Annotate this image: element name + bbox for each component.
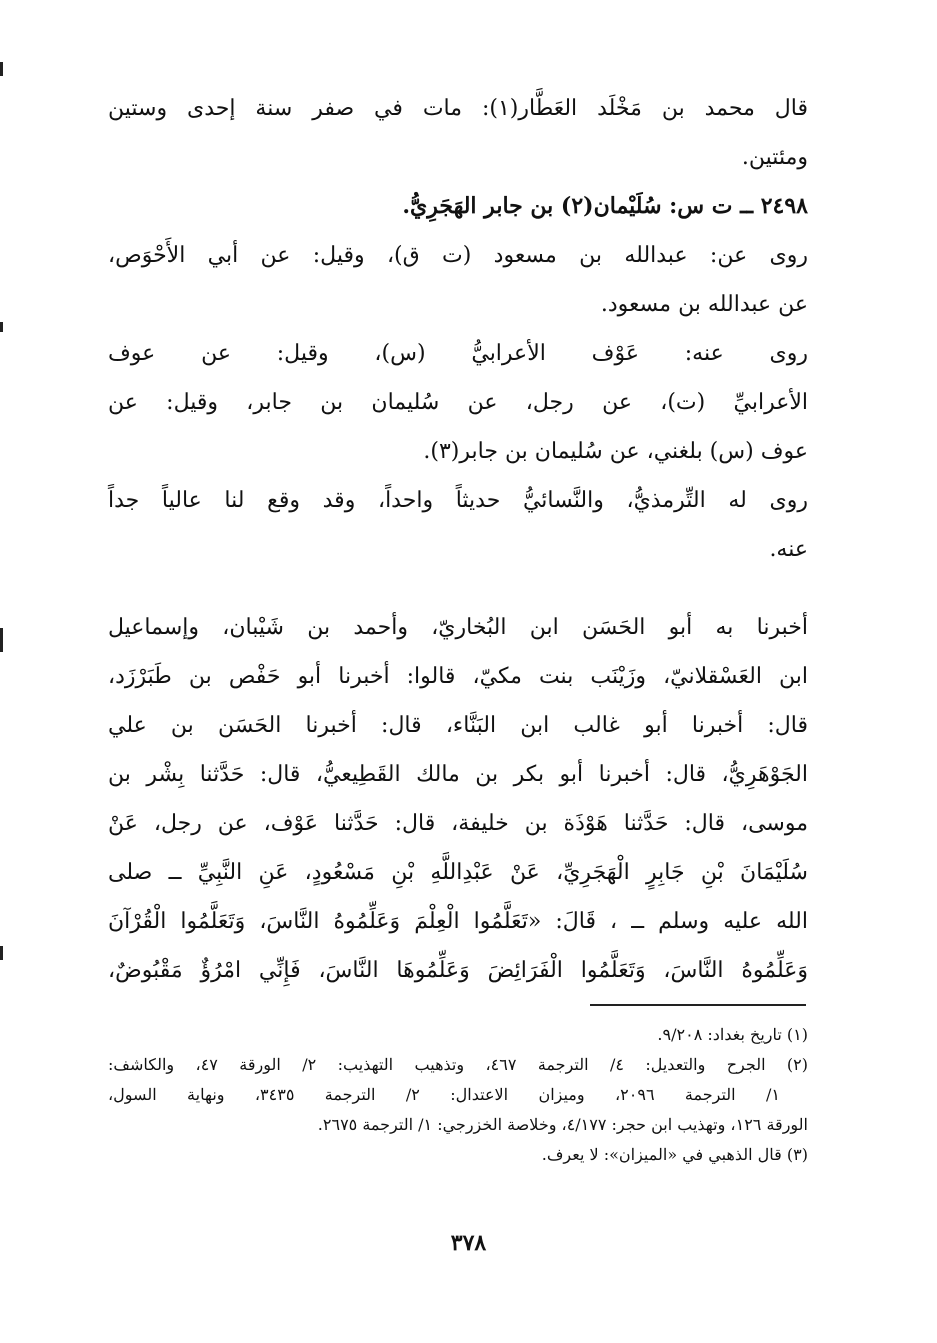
text-line: أخبرنا به أبو الحَسَن ابن البُخاريّ، وأحمد بن شَيْبان، وإسماعيل [108,615,808,640]
text-line: روى عنه: عَوْف الأعرابيُّ (س)، وقيل: عن عوف [108,341,808,366]
text-line: ابن العَسْقلانيّ، وزَيْنَب بنت مكيّ، قالوا: أخبرنا أبو حَفْص بن طَبَرْزَد، [108,664,808,689]
footnotes [108,1020,808,1170]
footnote-line: (٣) قال الذهبي في «الميزان»: لا يعرف. [541,1145,808,1164]
page-number: ٣٧٨ [450,1230,487,1256]
footnote-line: (٢) الجرح والتعديل: ٤/ الترجمة ٤٦٧، وتذهيب التهذيب: ٢/ الورقة ٤٧، والكاشف: [108,1055,809,1074]
hadith-line: الله عليه وسلم ــ ، قَالَ: «تَعَلَّمُوا الْعِلْمَ وَعَلِّمُوهُ النَّاسَ، وَتَعَلَّمُوا الْقُرْآنَ [108,909,808,934]
text-line: ومئتين. [741,145,808,170]
paragraph-gap [108,574,808,603]
text-line: روى له التِّرمذيُّ، والنَّسائيُّ حديثاً واحداً، وقد وقع لنا عالياً جداً [108,488,808,513]
left-edge-mark [0,946,3,960]
text-line: الأعرابيِّ (ت)، عن رجل، عن سُليمان بن جابر، وقيل: عن [108,390,808,415]
left-edge-mark [0,322,3,332]
text-line: قال: أخبرنا أبو غالب ابن البَنَّاء، قال: أخبرنا الحَسَن بن علي [108,713,808,738]
text-line: روى عن: عبدالله بن مسعود (ت ق)، وقيل: عن أبي الأَحْوَص، [108,243,808,268]
footnote-line: الورقة ١٢٦، وتهذيب ابن حجر: ٤/١٧٧، وخلاصة الخزرجي: ١/ الترجمة ٢٦٧٥. [317,1115,808,1134]
main-text [108,84,808,995]
footnote-line: ١/ الترجمة ٢٠٩٦، وميزان الاعتدال: ٢/ الترجمة ٣٤٣٥، ونهاية السول، [108,1085,780,1104]
text-line: عوف (س) بلغني، عن سُليمان بن جابر(٣). [423,439,808,464]
text-line: قال محمد بن مَخْلَد العَطَّار(١): مات في صفر سنة إحدى وستين [108,96,808,121]
text-line: الجَوْهَرِيُّ، قال: أخبرنا أبو بكر بن مالك القَطِيعيُّ، قال: حَدَّثنا بِشْر بن [108,762,808,787]
text-line: عن عبدالله بن مسعود. [600,292,808,317]
left-edge-mark [0,628,3,652]
footnote-line: (١) تاريخ بغداد: ٩/٢٠٨. [657,1025,808,1044]
footnote-separator [590,1004,806,1006]
hadith-line: وَعَلِّمُوهُ النَّاسَ، وَتَعَلَّمُوا الْفَرَائِضَ وَعَلِّمُوهَا النَّاسَ، فَإِنِّي امْرُؤٌ مَقْبُوضٌ، [108,958,808,983]
left-edge-mark [0,62,3,76]
text-line: موسى، قال: حَدَّثنا هَوْذَة بن خليفة، قال: حَدَّثنا عَوْف، عن رجل، عَنْ [108,811,808,836]
hadith-line: سُلَيْمَانَ بْنِ جَابِرٍ الْهَجَرِيِّ، عَنْ عَبْدِاللَّهِ بْنِ مَسْعُودٍ، عَنِ النَّبِيِّ ــ صلى [108,860,808,885]
text-line: عنه. [769,537,808,562]
entry-heading: ٢٤٩٨ ــ ت س: سُلَيْمان(٢) بن جابر الهَجَرِيُّ. [402,193,808,219]
